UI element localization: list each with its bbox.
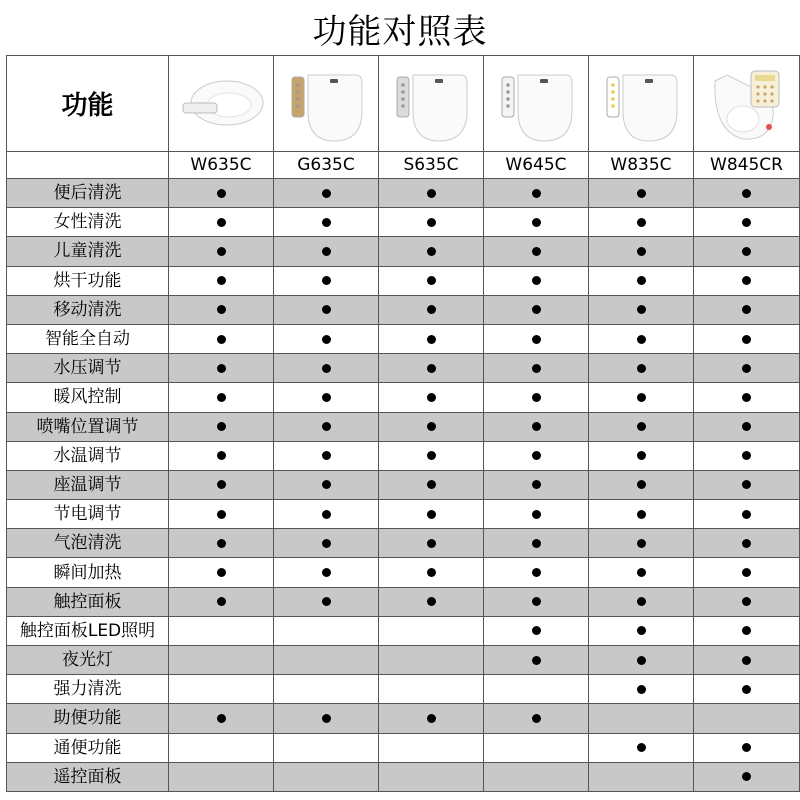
comparison-table <box>6 55 800 792</box>
feature-cell <box>274 237 379 266</box>
feature-cell <box>694 295 800 324</box>
feature-cell <box>694 383 800 412</box>
feature-cell <box>169 470 274 499</box>
feature-cell <box>379 470 484 499</box>
feature-cell <box>484 675 589 704</box>
supported-dot-icon <box>637 568 646 577</box>
supported-dot-icon <box>742 451 751 460</box>
supported-dot-icon <box>742 393 751 402</box>
supported-dot-icon <box>322 510 331 519</box>
feature-cell <box>484 295 589 324</box>
supported-dot-icon <box>532 510 541 519</box>
supported-dot-icon <box>427 189 436 198</box>
feature-cell <box>694 646 800 675</box>
feature-cell <box>169 762 274 791</box>
feature-row <box>7 324 800 353</box>
feature-cell <box>379 324 484 353</box>
feature-cell <box>589 266 694 295</box>
supported-dot-icon <box>742 510 751 519</box>
feature-name: 夜光灯 <box>7 646 169 675</box>
model-label: W835C <box>589 152 694 179</box>
feature-cell <box>589 762 694 791</box>
feature-name: 通便功能 <box>7 733 169 762</box>
supported-dot-icon <box>532 451 541 460</box>
feature-name: 水温调节 <box>7 441 169 470</box>
feature-cell <box>484 324 589 353</box>
supported-dot-icon <box>742 568 751 577</box>
product-image-row <box>7 56 800 152</box>
feature-name: 节电调节 <box>7 500 169 529</box>
seat-yellow-button-panel-icon <box>593 61 689 147</box>
supported-dot-icon <box>532 597 541 606</box>
feature-cell <box>694 616 800 645</box>
feature-cell <box>274 412 379 441</box>
supported-dot-icon <box>532 218 541 227</box>
supported-dot-icon <box>322 393 331 402</box>
feature-cell <box>379 500 484 529</box>
feature-row <box>7 383 800 412</box>
feature-cell <box>484 412 589 441</box>
feature-cell <box>484 587 589 616</box>
supported-dot-icon <box>637 451 646 460</box>
feature-cell <box>694 354 800 383</box>
feature-name: 女性清洗 <box>7 208 169 237</box>
supported-dot-icon <box>532 568 541 577</box>
supported-dot-icon <box>637 480 646 489</box>
function-header: 功能 <box>7 56 169 152</box>
supported-dot-icon <box>637 218 646 227</box>
supported-dot-icon <box>742 422 751 431</box>
feature-row <box>7 500 800 529</box>
supported-dot-icon <box>532 656 541 665</box>
feature-cell <box>169 237 274 266</box>
supported-dot-icon <box>637 305 646 314</box>
model-label: W645C <box>484 152 589 179</box>
supported-dot-icon <box>322 480 331 489</box>
feature-cell <box>379 646 484 675</box>
feature-name: 强力清洗 <box>7 675 169 704</box>
supported-dot-icon <box>322 364 331 373</box>
supported-dot-icon <box>532 276 541 285</box>
model-row-blank <box>7 152 169 179</box>
feature-cell <box>379 295 484 324</box>
feature-cell <box>169 500 274 529</box>
feature-cell <box>484 266 589 295</box>
feature-row <box>7 733 800 762</box>
feature-cell <box>379 441 484 470</box>
feature-row <box>7 266 800 295</box>
supported-dot-icon <box>742 247 751 256</box>
supported-dot-icon <box>742 189 751 198</box>
feature-cell <box>694 412 800 441</box>
feature-cell <box>169 179 274 208</box>
feature-cell <box>274 558 379 587</box>
feature-cell <box>694 441 800 470</box>
feature-cell <box>169 295 274 324</box>
supported-dot-icon <box>427 393 436 402</box>
feature-name: 助便功能 <box>7 704 169 733</box>
feature-cell <box>694 675 800 704</box>
supported-dot-icon <box>217 247 226 256</box>
supported-dot-icon <box>427 539 436 548</box>
feature-name: 移动清洗 <box>7 295 169 324</box>
feature-cell <box>694 266 800 295</box>
feature-cell <box>274 675 379 704</box>
supported-dot-icon <box>742 539 751 548</box>
feature-name: 触控面板 <box>7 587 169 616</box>
supported-dot-icon <box>532 247 541 256</box>
feature-cell <box>169 558 274 587</box>
feature-cell <box>274 324 379 353</box>
feature-cell <box>274 208 379 237</box>
feature-row <box>7 616 800 645</box>
feature-row <box>7 354 800 383</box>
feature-cell <box>169 324 274 353</box>
feature-cell <box>589 354 694 383</box>
feature-cell <box>169 646 274 675</box>
feature-row <box>7 295 800 324</box>
feature-cell <box>694 179 800 208</box>
feature-cell <box>484 529 589 558</box>
supported-dot-icon <box>322 714 331 723</box>
model-label: W845CR <box>694 152 800 179</box>
feature-row <box>7 412 800 441</box>
feature-row <box>7 704 800 733</box>
feature-cell <box>379 675 484 704</box>
feature-name: 气泡清洗 <box>7 529 169 558</box>
supported-dot-icon <box>427 218 436 227</box>
feature-cell <box>379 704 484 733</box>
feature-name: 烘干功能 <box>7 266 169 295</box>
feature-cell <box>694 762 800 791</box>
feature-cell <box>274 441 379 470</box>
feature-cell <box>589 470 694 499</box>
supported-dot-icon <box>742 597 751 606</box>
model-label: G635C <box>274 152 379 179</box>
feature-cell <box>484 733 589 762</box>
feature-cell <box>379 208 484 237</box>
feature-cell <box>274 646 379 675</box>
feature-name: 喷嘴位置调节 <box>7 412 169 441</box>
feature-cell <box>169 616 274 645</box>
supported-dot-icon <box>217 480 226 489</box>
supported-dot-icon <box>637 393 646 402</box>
feature-cell <box>589 295 694 324</box>
feature-cell <box>694 558 800 587</box>
supported-dot-icon <box>217 335 226 344</box>
supported-dot-icon <box>322 451 331 460</box>
feature-cell <box>484 646 589 675</box>
supported-dot-icon <box>532 714 541 723</box>
feature-row <box>7 470 800 499</box>
feature-cell <box>379 529 484 558</box>
page-title: 功能对照表 <box>312 12 488 52</box>
supported-dot-icon <box>427 305 436 314</box>
feature-cell <box>379 237 484 266</box>
feature-cell <box>694 587 800 616</box>
supported-dot-icon <box>427 510 436 519</box>
supported-dot-icon <box>742 276 751 285</box>
supported-dot-icon <box>427 335 436 344</box>
feature-cell <box>484 237 589 266</box>
supported-dot-icon <box>322 218 331 227</box>
supported-dot-icon <box>532 335 541 344</box>
feature-cell <box>169 529 274 558</box>
feature-cell <box>274 762 379 791</box>
feature-cell <box>694 208 800 237</box>
feature-row <box>7 762 800 791</box>
supported-dot-icon <box>217 714 226 723</box>
feature-cell <box>484 500 589 529</box>
feature-cell <box>589 675 694 704</box>
supported-dot-icon <box>427 451 436 460</box>
supported-dot-icon <box>637 247 646 256</box>
feature-row <box>7 587 800 616</box>
feature-cell <box>589 324 694 353</box>
feature-row <box>7 179 800 208</box>
feature-cell <box>694 529 800 558</box>
feature-cell <box>274 704 379 733</box>
feature-cell <box>589 646 694 675</box>
supported-dot-icon <box>322 597 331 606</box>
feature-cell <box>589 558 694 587</box>
supported-dot-icon <box>322 422 331 431</box>
feature-cell <box>169 208 274 237</box>
feature-name: 遥控面板 <box>7 762 169 791</box>
feature-cell <box>274 587 379 616</box>
feature-cell <box>589 500 694 529</box>
feature-cell <box>694 733 800 762</box>
supported-dot-icon <box>427 364 436 373</box>
supported-dot-icon <box>637 539 646 548</box>
supported-dot-icon <box>742 218 751 227</box>
supported-dot-icon <box>322 539 331 548</box>
feature-cell <box>484 704 589 733</box>
seat-side-panel-icon <box>173 61 269 147</box>
supported-dot-icon <box>427 247 436 256</box>
product-image-cell <box>484 56 589 152</box>
supported-dot-icon <box>532 364 541 373</box>
feature-cell <box>379 587 484 616</box>
feature-row <box>7 675 800 704</box>
supported-dot-icon <box>322 568 331 577</box>
feature-cell <box>169 412 274 441</box>
supported-dot-icon <box>637 510 646 519</box>
feature-cell <box>589 441 694 470</box>
feature-cell <box>274 383 379 412</box>
model-label: S635C <box>379 152 484 179</box>
supported-dot-icon <box>637 597 646 606</box>
feature-row <box>7 237 800 266</box>
supported-dot-icon <box>217 189 226 198</box>
supported-dot-icon <box>742 305 751 314</box>
feature-row <box>7 646 800 675</box>
feature-cell <box>379 616 484 645</box>
supported-dot-icon <box>742 335 751 344</box>
feature-cell <box>589 412 694 441</box>
feature-cell <box>379 733 484 762</box>
feature-name: 儿童清洗 <box>7 237 169 266</box>
feature-cell <box>274 470 379 499</box>
feature-cell <box>274 295 379 324</box>
feature-cell <box>694 704 800 733</box>
feature-cell <box>274 266 379 295</box>
feature-cell <box>694 500 800 529</box>
feature-cell <box>274 616 379 645</box>
supported-dot-icon <box>217 276 226 285</box>
feature-cell <box>694 237 800 266</box>
feature-cell <box>274 354 379 383</box>
supported-dot-icon <box>217 218 226 227</box>
supported-dot-icon <box>217 393 226 402</box>
feature-cell <box>484 558 589 587</box>
supported-dot-icon <box>532 539 541 548</box>
feature-cell <box>169 675 274 704</box>
feature-cell <box>589 237 694 266</box>
feature-cell <box>589 179 694 208</box>
feature-cell <box>484 470 589 499</box>
feature-cell <box>379 354 484 383</box>
seat-silver-panel-icon <box>383 61 479 147</box>
feature-cell <box>589 529 694 558</box>
seat-gold-panel-icon <box>278 61 374 147</box>
feature-cell <box>589 383 694 412</box>
feature-row <box>7 208 800 237</box>
supported-dot-icon <box>637 685 646 694</box>
supported-dot-icon <box>532 305 541 314</box>
feature-row <box>7 558 800 587</box>
supported-dot-icon <box>742 656 751 665</box>
feature-cell <box>484 354 589 383</box>
supported-dot-icon <box>742 685 751 694</box>
supported-dot-icon <box>217 539 226 548</box>
supported-dot-icon <box>637 364 646 373</box>
product-image-cell <box>694 56 800 152</box>
feature-cell <box>379 266 484 295</box>
supported-dot-icon <box>322 189 331 198</box>
feature-cell <box>169 354 274 383</box>
feature-cell <box>379 412 484 441</box>
product-image-cell <box>379 56 484 152</box>
feature-cell <box>484 616 589 645</box>
supported-dot-icon <box>637 656 646 665</box>
feature-cell <box>169 266 274 295</box>
feature-cell <box>169 441 274 470</box>
supported-dot-icon <box>532 480 541 489</box>
feature-cell <box>274 529 379 558</box>
product-image-cell <box>274 56 379 152</box>
feature-cell <box>379 179 484 208</box>
feature-cell <box>379 558 484 587</box>
feature-name: 座温调节 <box>7 470 169 499</box>
product-image-cell <box>169 56 274 152</box>
supported-dot-icon <box>217 451 226 460</box>
feature-name: 暖风控制 <box>7 383 169 412</box>
supported-dot-icon <box>322 305 331 314</box>
feature-cell <box>169 733 274 762</box>
supported-dot-icon <box>742 743 751 752</box>
supported-dot-icon <box>322 276 331 285</box>
supported-dot-icon <box>742 626 751 635</box>
supported-dot-icon <box>742 772 751 781</box>
supported-dot-icon <box>427 480 436 489</box>
supported-dot-icon <box>532 393 541 402</box>
product-image-cell <box>589 56 694 152</box>
feature-name: 瞬间加热 <box>7 558 169 587</box>
supported-dot-icon <box>217 510 226 519</box>
supported-dot-icon <box>637 626 646 635</box>
feature-cell <box>484 383 589 412</box>
feature-cell <box>589 704 694 733</box>
feature-cell <box>589 587 694 616</box>
supported-dot-icon <box>427 714 436 723</box>
feature-cell <box>274 500 379 529</box>
supported-dot-icon <box>217 305 226 314</box>
feature-row <box>7 529 800 558</box>
feature-name: 水压调节 <box>7 354 169 383</box>
seat-white-panel-icon <box>488 61 584 147</box>
supported-dot-icon <box>532 189 541 198</box>
feature-cell <box>379 762 484 791</box>
feature-name: 智能全自动 <box>7 324 169 353</box>
supported-dot-icon <box>217 568 226 577</box>
supported-dot-icon <box>637 422 646 431</box>
feature-cell <box>484 441 589 470</box>
feature-cell <box>484 208 589 237</box>
feature-cell <box>589 208 694 237</box>
feature-cell <box>274 733 379 762</box>
supported-dot-icon <box>217 364 226 373</box>
feature-cell <box>274 179 379 208</box>
model-row <box>7 152 800 179</box>
supported-dot-icon <box>427 276 436 285</box>
model-label: W635C <box>169 152 274 179</box>
supported-dot-icon <box>742 364 751 373</box>
feature-cell <box>484 762 589 791</box>
feature-cell <box>694 324 800 353</box>
feature-cell <box>169 704 274 733</box>
supported-dot-icon <box>217 422 226 431</box>
supported-dot-icon <box>322 335 331 344</box>
feature-cell <box>589 733 694 762</box>
feature-name: 触控面板LED照明 <box>7 616 169 645</box>
supported-dot-icon <box>742 480 751 489</box>
seat-remote-control-icon <box>699 61 795 147</box>
supported-dot-icon <box>217 597 226 606</box>
feature-cell <box>169 383 274 412</box>
feature-cell <box>379 383 484 412</box>
supported-dot-icon <box>427 597 436 606</box>
supported-dot-icon <box>427 568 436 577</box>
supported-dot-icon <box>532 626 541 635</box>
supported-dot-icon <box>322 247 331 256</box>
supported-dot-icon <box>637 743 646 752</box>
feature-name: 便后清洗 <box>7 179 169 208</box>
feature-cell <box>484 179 589 208</box>
supported-dot-icon <box>532 422 541 431</box>
supported-dot-icon <box>637 276 646 285</box>
supported-dot-icon <box>427 422 436 431</box>
supported-dot-icon <box>637 335 646 344</box>
feature-cell <box>589 616 694 645</box>
feature-row <box>7 441 800 470</box>
feature-cell <box>694 470 800 499</box>
feature-cell <box>169 587 274 616</box>
supported-dot-icon <box>637 189 646 198</box>
